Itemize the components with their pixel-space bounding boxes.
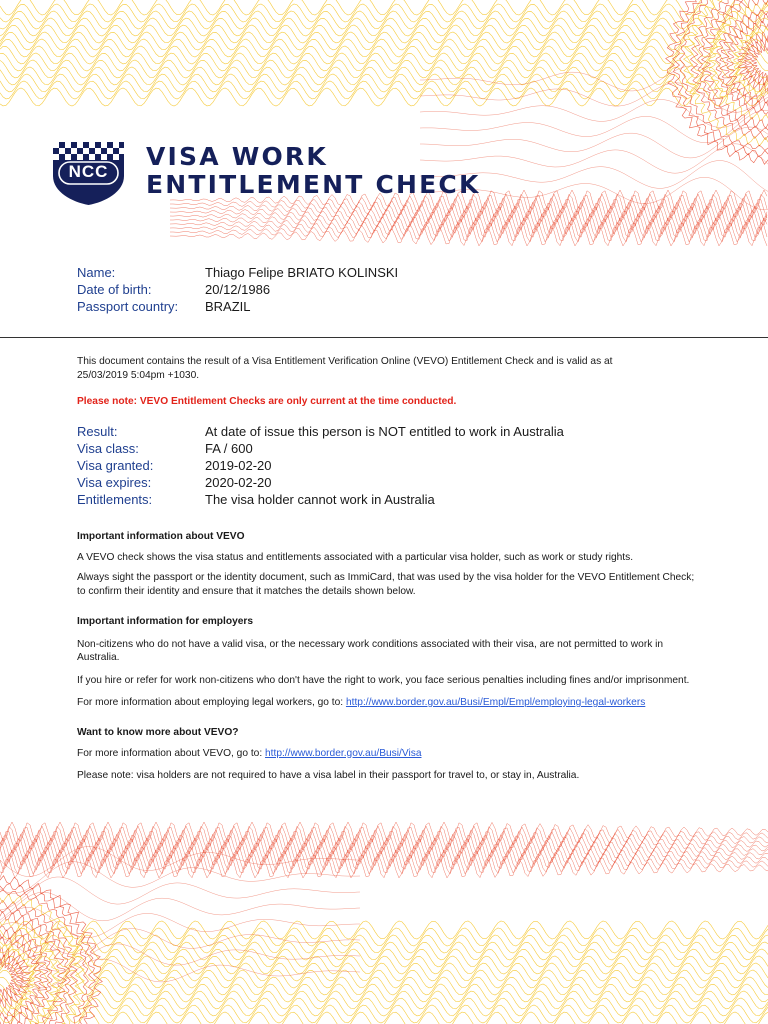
dob-value: 20/12/1986 xyxy=(205,282,271,297)
ncc-shield-icon xyxy=(53,142,124,205)
warning-note: Please note: VEVO Entitlement Checks are only current at the time conducted. xyxy=(77,396,457,407)
checker-square xyxy=(113,142,119,148)
employers-paragraph-2: If you hire or refer for work non-citizens who don't have the right to work, you face serious penalties including fines and/or imprisonment. xyxy=(77,674,690,686)
checker-square xyxy=(65,154,71,160)
more-info-section xyxy=(77,726,737,783)
checker-square xyxy=(101,142,107,148)
checker-square xyxy=(89,142,95,148)
vevo-info-section xyxy=(77,530,737,598)
vevo-info-paragraph-2-line-1: Always sight the passport or the identity document, such as ImmiCard, that was used by the visa holder for the VEVO Entitlement Check; xyxy=(77,572,695,583)
entitlements-label: Entitlements: xyxy=(77,492,153,507)
intro-line-2: 25/03/2019 5:04pm +1030. xyxy=(77,369,200,381)
passport-country-label: Passport country: xyxy=(77,299,179,314)
title-line-1: VISA WORK xyxy=(146,142,328,171)
document-title xyxy=(146,143,481,199)
vevo-visa-link[interactable]: http://www.border.gov.au/Busi/Visa xyxy=(265,747,422,759)
name-label: Name: xyxy=(77,265,116,280)
visa-class-value: FA / 600 xyxy=(205,441,253,456)
employers-paragraph-1-line-1: Non-citizens who do not have a valid visa, or the necessary work conditions associated with their visa, are not permitted to work in xyxy=(77,638,664,650)
checker-square xyxy=(95,148,101,154)
employers-info-section xyxy=(77,615,737,710)
more-info-paragraph-2: Please note: visa holders are not required to have a visa label in their passport for travel to, or stay in, Australia. xyxy=(77,770,580,781)
checker-square xyxy=(89,154,95,160)
more-info-paragraph-1 xyxy=(77,747,737,761)
passport-country-value: BRAZIL xyxy=(205,299,251,314)
employers-link-intro: For more information about employing legal workers, go to: xyxy=(77,697,346,708)
visa-granted-label: Visa granted: xyxy=(77,458,154,473)
intro-line-1: This document contains the result of a Visa Entitlement Verification Online (VEVO) Entitlement Check and is valid as at xyxy=(77,356,613,367)
result-value: At date of issue this person is NOT entitled to work in Australia xyxy=(205,424,564,439)
visa-granted-value: 2019-02-20 xyxy=(205,458,272,473)
entitlements-value: The visa holder cannot work in Australia xyxy=(205,492,435,507)
logo-text: NCC xyxy=(68,162,109,181)
vevo-info-heading: Important information about VEVO xyxy=(77,531,245,542)
visa-expires-label: Visa expires: xyxy=(77,475,152,490)
section-divider xyxy=(0,337,768,338)
checker-square xyxy=(53,154,59,160)
result-label: Result: xyxy=(77,424,118,439)
vevo-info-paragraph-1: A VEVO check shows the visa status and entitlements associated with a particular visa holder, such as work or study rights. xyxy=(77,551,634,563)
vevo-link-intro: For more information about VEVO, go to: xyxy=(77,747,265,759)
checker-square xyxy=(119,148,124,154)
checker-square xyxy=(71,148,77,154)
checker-square xyxy=(77,154,83,160)
employers-paragraph-3 xyxy=(77,696,737,710)
employers-info-heading: Important information for employers xyxy=(77,616,254,627)
dob-label: Date of birth: xyxy=(77,282,152,297)
checker-square xyxy=(83,148,89,154)
checker-square xyxy=(77,142,83,148)
checker-square xyxy=(65,142,71,148)
name-value: Thiago Felipe BRIATO KOLINSKI xyxy=(205,265,399,280)
checker-square xyxy=(101,154,107,160)
checker-square xyxy=(53,142,59,148)
visa-class-label: Visa class: xyxy=(77,441,139,456)
more-info-heading: Want to know more about VEVO? xyxy=(77,727,239,738)
title-line-2: ENTITLEMENT CHECK xyxy=(146,170,481,199)
visa-expires-value: 2020-02-20 xyxy=(205,475,272,490)
employers-paragraph-1-line-2: Australia. xyxy=(77,652,120,663)
employing-legal-workers-link[interactable]: http://www.border.gov.au/Busi/Empl/Empl/employing-legal-workers xyxy=(345,697,646,708)
intro-text xyxy=(77,355,727,382)
checker-square xyxy=(107,148,113,154)
checker-square xyxy=(59,148,65,154)
vevo-info-paragraph-2-line-2: to confirm their identity and ensure that it matches the details shown below. xyxy=(77,585,416,597)
checker-square xyxy=(113,154,119,160)
